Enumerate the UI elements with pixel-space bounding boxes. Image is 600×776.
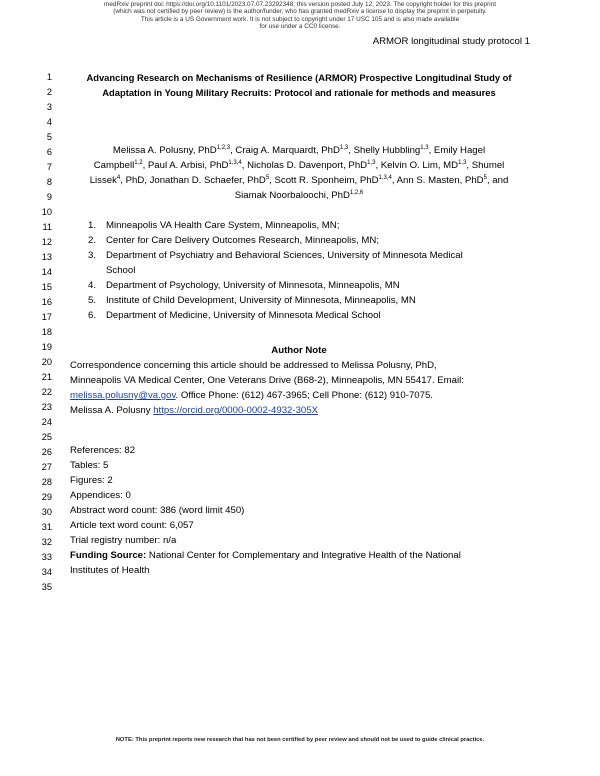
author-name: , Shumel (466, 160, 505, 172)
line-number: 17 (41, 312, 52, 322)
line-number: 22 (41, 387, 52, 397)
line-number: 23 (41, 402, 52, 412)
contact-line (70, 390, 433, 401)
affiliation-text: Center for Care Delivery Outcomes Research, Minneapolis, MN; (106, 235, 379, 246)
affiliation-text: Department of Psychiatry and Behavioral Sciences, University of Minnesota Medical (106, 250, 463, 261)
author-affiliation-superscript: 1,2,3 (216, 145, 231, 151)
author-affiliation-superscript: 4 (116, 175, 121, 181)
line-number: 13 (41, 252, 52, 262)
affiliation-number: 2. (88, 235, 97, 246)
references-count: References: 82 (70, 445, 136, 456)
line-number: 8 (46, 177, 52, 187)
author-affiliation-superscript: 5 (483, 175, 487, 181)
affiliation-text: Minneapolis VA Health Care System, Minneapolis, MN; (106, 220, 340, 231)
line-number: 33 (41, 552, 52, 562)
preprint-banner (0, 1, 600, 31)
line-number: 3 (46, 102, 52, 112)
line-number: 12 (41, 237, 52, 247)
funding-line-2: Institutes of Health (70, 565, 150, 576)
line-number: 9 (46, 192, 52, 202)
line-number: 1 (46, 72, 52, 82)
line-number: 11 (42, 222, 52, 232)
line-number: 2 (46, 87, 52, 97)
appendices-count: Appendices: 0 (70, 490, 131, 501)
author-name: , Emily Hagel (428, 145, 486, 157)
line-number: 7 (46, 162, 52, 172)
author-name: Siamak Noorbaloochi, PhD (234, 190, 350, 202)
line-number: 32 (41, 537, 52, 547)
line-number: 30 (41, 507, 52, 517)
affiliation-number: 3. (88, 250, 97, 261)
affiliation-text: Department of Medicine, University of Minnesota Medical School (106, 310, 381, 321)
email-link[interactable]: melissa.polusny@va.gov (70, 390, 176, 401)
author-name: , Shelly Hubbling (348, 145, 421, 157)
authors-line-3 (70, 175, 528, 186)
line-number: 21 (41, 372, 52, 382)
line-number: 4 (46, 117, 52, 127)
affiliation-text: Institute of Child Development, University of Minnesota, Minneapolis, MN (106, 295, 416, 306)
banner-line-1: medRxiv preprint doi: https://doi.org/10.1101/2023.07.07.23292348; this version posted July 12, 2023. The copyright holder for this preprint (104, 1, 496, 8)
line-number: 26 (41, 447, 52, 457)
author-affiliation-superscript: 1,3 (420, 145, 429, 151)
affiliation-number: 4. (88, 280, 97, 291)
orcid-line: Melissa A. Polusny https://orcid.org/0000-0002-4932-305X (70, 405, 318, 416)
line-number: 31 (41, 522, 52, 532)
author-name: , Ann S. Masten, PhD (391, 175, 484, 187)
article-word-count: Article text word count: 6,057 (70, 520, 194, 531)
trial-registry: Trial registry number: n/a (70, 535, 177, 546)
line-number: 29 (41, 492, 52, 502)
title-line-1: Advancing Research on Mechanisms of Resilience (ARMOR) Prospective Longitudinal Study of (86, 72, 512, 83)
correspondence-line-2: Minneapolis VA Medical Center, One Veterans Drive (B68-2), Minneapolis, MN 55417. Email: (70, 375, 464, 386)
author-affiliation-superscript: 1,3,4 (378, 175, 392, 181)
title-line-2: Adaptation in Young Military Recruits: Protocol and rationale for methods and measures (102, 87, 496, 98)
line-number: 5 (46, 132, 52, 142)
author-name: , Craig A. Marquardt, PhD (230, 145, 340, 157)
author-affiliation-superscript: 1,2,6 (349, 190, 364, 196)
authors-line-4 (70, 190, 528, 201)
author-affiliation-superscript: 5 (265, 175, 270, 181)
line-number: 20 (41, 357, 52, 367)
funding-line-1: Funding Source: National Center for Complementary and Integrative Health of the National (70, 550, 461, 561)
author-name: Campbell (93, 160, 135, 172)
banner-line-2: (which was not certified by peer review) is the author/funder, who has granted medRxiv a license to display the preprint in perpetuity. (113, 8, 487, 16)
authors-line-2 (70, 160, 528, 171)
author-affiliation-superscript: 1,3 (367, 160, 376, 166)
abstract-word-count: Abstract word count: 386 (word limit 450) (70, 505, 245, 516)
author-name: , Paul A. Arbisi, PhD (142, 160, 229, 172)
author-name: , Nicholas D. Davenport, PhD (241, 160, 368, 172)
phone-text: . Office Phone: (612) 467-3965; Cell Phone: (612) 910-7075. (175, 390, 433, 401)
running-head: ARMOR longitudinal study protocol 1 (372, 36, 530, 47)
doi-link[interactable]: https://doi.org/10.1101/2023.07.07.23292348 (166, 1, 294, 8)
line-number: 24 (41, 417, 52, 427)
preprint-footer-note: NOTE: This preprint reports new research that has not been certified by peer review and should not be used to guide clinical practice. (115, 737, 485, 743)
line-number: 18 (41, 327, 52, 337)
author-affiliation-superscript: 1,3 (339, 145, 349, 151)
line-number: 19 (41, 342, 52, 352)
banner-line-3: This article is a US Government work. It is not subject to copyright under 17 USC 105 and is also made available (140, 15, 460, 23)
line-number: 35 (41, 582, 52, 592)
tables-count: Tables: 5 (70, 460, 109, 471)
figures-count: Figures: 2 (70, 475, 113, 486)
line-number: 6 (46, 147, 52, 157)
affiliation-text: Department of Psychology, University of Minnesota, Minneapolis, MN (106, 280, 400, 291)
line-number: 15 (41, 282, 52, 292)
authors-line-1 (70, 145, 528, 156)
line-number: 16 (41, 297, 52, 307)
line-number: 34 (41, 567, 52, 577)
author-affiliation-superscript: 1,3 (458, 160, 467, 166)
affiliation-number: 6. (88, 310, 97, 321)
affiliation-text-continued: School (106, 265, 136, 276)
author-name: , Kelvin O. Lim, MD (375, 160, 459, 172)
author-affiliation-superscript: 1,3,4 (228, 160, 242, 166)
affiliation-number: 1. (88, 220, 97, 231)
author-name: Lissek (89, 175, 117, 187)
author-name: , Scott R. Sponheim, PhD (269, 175, 379, 187)
author-note-heading: Author Note (271, 345, 327, 356)
line-number: 27 (41, 462, 52, 472)
affiliation-number: 5. (88, 295, 97, 306)
funding-label: Funding Source: (70, 550, 147, 561)
banner-line-4: for use under a CC0 license. (259, 23, 341, 31)
line-number: 10 (41, 207, 52, 217)
author-name: , and (486, 175, 509, 187)
line-number: 25 (41, 432, 52, 442)
author-name: , PhD, Jonathan D. Schaefer, PhD (120, 175, 266, 187)
author-name: Melissa A. Polusny, PhD (112, 145, 217, 157)
line-number: 14 (41, 267, 52, 277)
correspondence-line-1: Correspondence concerning this article should be addressed to Melissa Polusny, PhD, (70, 360, 437, 371)
orcid-link[interactable]: https://orcid.org/0000-0002-4932-305X (153, 405, 318, 416)
line-number: 28 (41, 477, 52, 487)
author-affiliation-superscript: 1,2 (134, 160, 143, 166)
